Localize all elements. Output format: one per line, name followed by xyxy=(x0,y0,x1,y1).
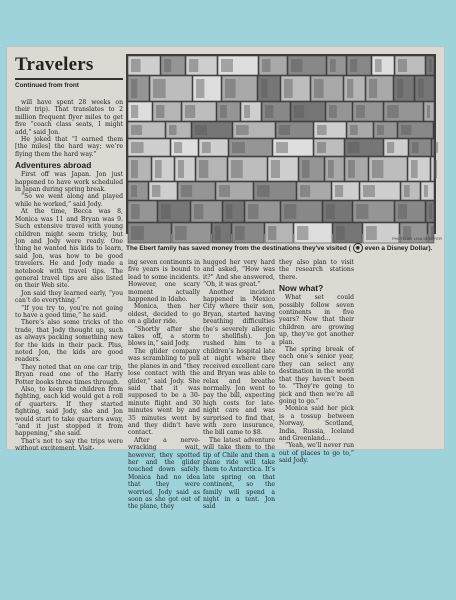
banknote xyxy=(431,157,434,181)
banknote-portrait xyxy=(350,59,357,72)
banknote-portrait xyxy=(330,59,336,72)
banknote-portrait xyxy=(221,59,233,72)
banknote-portrait xyxy=(429,59,432,72)
banknote-portrait xyxy=(427,105,430,118)
home-icon xyxy=(353,243,363,253)
paragraph: After a nerve-wracking wait, however, they spotted her and the glider touched down safely. Monica had no idea that they were worried, Jody said as soon as she got out of the plane, they xyxy=(128,436,200,511)
newspaper-clipping xyxy=(7,47,444,511)
article-column-4 xyxy=(279,259,354,465)
continued-label: Continued from front xyxy=(15,82,79,89)
banknote xyxy=(415,76,434,101)
banknote-portrait xyxy=(387,142,394,153)
banknote-portrait xyxy=(226,204,232,219)
banknote-portrait xyxy=(261,79,268,98)
banknote-portrait xyxy=(435,142,438,153)
banknote-portrait xyxy=(335,185,343,197)
banknote-portrait xyxy=(153,79,166,98)
banknote-portrait xyxy=(411,160,418,178)
banknote-portrait xyxy=(329,105,337,118)
banknote-portrait xyxy=(194,204,203,219)
banknote-portrait xyxy=(397,79,403,98)
banknote-portrait xyxy=(202,142,211,153)
paragraph: The glider company was scrambling to pull the planes in and “they lose contact with the glider,” said Jody. She said that it was supposed to be a 30-minute flight and 30 minutes went by and 35 minutes went by and they didn’t have contact. xyxy=(128,347,200,437)
caption-text-2: even a Disney Dollar). xyxy=(364,244,433,252)
banknote-portrait xyxy=(363,185,375,197)
article-column-1 xyxy=(15,99,123,453)
banknote-portrait xyxy=(174,142,182,153)
banknote-portrait xyxy=(336,226,345,240)
photo-caption xyxy=(126,243,436,253)
section-masthead xyxy=(15,53,123,89)
banknote-portrait xyxy=(412,142,419,153)
banknote-portrait xyxy=(404,185,410,197)
banknote-portrait xyxy=(131,79,137,98)
banknote-portrait xyxy=(268,226,276,240)
banknote xyxy=(432,139,434,156)
banknote-portrait xyxy=(257,185,270,197)
photo-credit: PHOTO BY LISA SHEFFER xyxy=(392,236,442,241)
banknote-portrait xyxy=(131,142,144,153)
banknote-portrait xyxy=(302,160,310,178)
banknote-portrait xyxy=(244,105,250,118)
banknote-portrait xyxy=(248,204,259,219)
subheading-now-what: Now what? xyxy=(279,283,324,294)
banknote-portrait xyxy=(348,160,355,178)
banknote-portrait xyxy=(314,79,324,98)
banknote-portrait xyxy=(434,160,437,178)
banknote-portrait xyxy=(236,125,249,135)
paragraph: “Shortly after she takes off, a storm blows in,” said Jody. xyxy=(128,325,200,348)
banknote-portrait xyxy=(398,204,407,219)
banknote-portrait xyxy=(131,105,138,118)
banknote xyxy=(325,157,344,181)
banknote-portrait xyxy=(156,105,164,118)
paragraph: He joked that “I earned them [the miles] the hard way; we’re flying them the hard way.” xyxy=(15,136,123,158)
banknote-portrait xyxy=(131,125,142,135)
banknote-portrait xyxy=(195,125,207,135)
banknote-portrait xyxy=(356,105,365,118)
banknote-portrait xyxy=(232,142,245,153)
banknote-portrait xyxy=(178,160,184,178)
paragraph: Another incident happened in Mexico City where their son, Bryan, started having breathing difficulties (he’s severely allergic to shellfish). Jon rushed him to a children’s hospital late at night where they received excellent care and Bryan was able to relax and breathe normally. Jon went to pay the bill, expecting high costs for late-night care and was surprised to find that, with zero insurance, the bill came to $8. xyxy=(203,288,275,437)
paragraph: “If you try to, you’re not going to have a good time,” he said. xyxy=(15,304,123,319)
paragraph: Jon said they learned early, “you can’t do everything.” xyxy=(15,289,123,305)
banknote-portrait xyxy=(265,105,273,118)
banknote-portrait xyxy=(225,79,236,98)
banknote-portrait xyxy=(215,226,221,240)
banknote-portrait xyxy=(291,59,302,72)
banknote-portrait xyxy=(398,59,407,72)
banknote-portrait xyxy=(276,142,288,153)
paragraph: There’s also some tricks of the trade, that Jody thought up, such as always packing something new for the kids in their pack. Plus, noted Jon, the kids are good readers. xyxy=(15,319,123,364)
banknote-portrait xyxy=(328,160,334,178)
banknote-portrait xyxy=(189,59,198,72)
banknote-portrait xyxy=(429,204,432,219)
paragraph: Monica said her pick is a tossup between Norway, Scotland, India, Russia, Iceland and Greenland... xyxy=(279,405,354,442)
banknote-portrait xyxy=(262,59,270,72)
paragraph: They noted that on one car trip, Bryan read one of the Harry Potter books three times through. xyxy=(15,363,123,386)
banknote-portrait xyxy=(131,185,137,197)
masthead-rule xyxy=(15,78,123,80)
banknote-portrait xyxy=(317,125,327,135)
banknotes-image xyxy=(126,54,436,234)
section-title: Travelers xyxy=(15,54,94,75)
banknote-portrait xyxy=(424,185,428,197)
banknote-portrait xyxy=(169,125,177,135)
banknote-portrait xyxy=(175,226,187,240)
banknote-portrait xyxy=(356,204,368,219)
banknote xyxy=(327,56,346,75)
article-column-3 xyxy=(203,259,275,511)
banknote-portrait xyxy=(185,105,195,118)
banknote-portrait xyxy=(131,59,141,72)
paragraph: Also, to keep the children from fighting, each kid would get a roll of quarters. If they started fighting, said Jody, she and Jon would start to take quarters away, “and it just stopped it from happening,” she said. xyxy=(15,386,123,438)
banknote-portrait xyxy=(161,204,171,219)
banknote-portrait xyxy=(317,142,326,153)
banknote-portrait xyxy=(348,142,359,153)
paragraph: At the time, Becca was 8, Monica was 11 and Bryan was 9. Such extensive travel with young children might seem tricky, but Jon and Jody were ready. One thing he wanted his kids to learn, said Jon, was how to be good travelers. He and Jody made a notebook with travel tips. The general travel tips are also listed on their Web site. xyxy=(15,208,123,290)
paragraph: hugged her very hard and asked, “How was it?” And she answered, “Oh, it was great.” xyxy=(203,259,275,289)
banknote-portrait xyxy=(231,160,243,178)
banknote-portrait xyxy=(271,160,280,178)
paragraph: What set could possibly follow seven continents in five years? Now that their children are growing up, they’ve got another plan. xyxy=(279,294,354,346)
banknote-portrait xyxy=(284,204,296,219)
banknote-portrait xyxy=(366,226,377,240)
subheading-adventures: Adventures abroad xyxy=(15,160,92,171)
banknote-portrait xyxy=(164,59,171,72)
banknote-portrait xyxy=(294,105,304,118)
paragraph: will have spent 28 weeks on their trip). That translates to 2 million frequent flyer miles to get five “coach class seats, I might add,” said Jon. xyxy=(15,99,123,136)
banknote-portrait xyxy=(418,79,424,98)
banknote-portrait xyxy=(377,125,384,135)
paragraph: “So we went along and played while he worked,” said Jody. xyxy=(15,193,123,208)
banknote-portrait xyxy=(235,226,245,240)
money-collection-photo xyxy=(126,54,436,234)
paragraph: they also plan to visit the research stations there. xyxy=(279,259,354,281)
paragraph: That’s not to say the trips were without excitement. Visit- xyxy=(15,437,123,453)
banknote-portrait xyxy=(347,79,353,98)
banknote-portrait xyxy=(196,79,204,98)
banknote-portrait xyxy=(220,105,227,118)
banknote xyxy=(401,182,420,200)
banknote-portrait xyxy=(387,105,399,118)
banknote-portrait xyxy=(181,185,192,197)
banknote-portrait xyxy=(300,185,310,197)
banknote-portrait xyxy=(326,204,335,219)
banknote-portrait xyxy=(369,79,377,98)
paragraph: First off was Japan. Jon just happened to have work scheduled in Japan during spring break. xyxy=(15,171,123,194)
banknote-portrait xyxy=(152,185,160,197)
banknote xyxy=(212,223,231,243)
banknote-portrait xyxy=(131,226,144,240)
banknote-portrait xyxy=(297,226,308,240)
banknote-portrait xyxy=(401,125,412,135)
banknote-portrait xyxy=(131,160,138,178)
banknote-portrait xyxy=(131,204,140,219)
banknote-portrait xyxy=(199,160,208,178)
banknote-portrait xyxy=(284,79,293,98)
paragraph: The latest adventure will take them to the tip of Chile and then a plane ride will take them to Antarctica. It’s late spring on that continent, so the family will spend a night in a tent. Jon said xyxy=(203,436,275,511)
banknote-portrait xyxy=(375,59,382,72)
banknote-portrait xyxy=(350,125,358,135)
banknote-portrait xyxy=(279,125,290,135)
banknote-portrait xyxy=(219,185,230,197)
banknote-portrait xyxy=(155,160,162,178)
paragraph: Monica, then her oldest, decided to go on a glider ride. xyxy=(128,303,200,326)
paragraph: ing seven continents in five years is bound to lead to some incidents. However, one scary moment actually happened in Idaho. xyxy=(128,259,200,304)
article-column-2 xyxy=(128,259,200,511)
banknote-portrait xyxy=(372,160,383,178)
caption-text-1: The Ebert family has saved money from the destinations they've visited ( xyxy=(126,244,351,252)
paragraph: The spring break of each one’s senior year, they can select any destination in the world that they haven’t been to. “They’re going to pick and then we’re all going to go.” xyxy=(279,346,354,405)
paragraph: “Yeah, we’ll never run out of places to go to,” said Jody. xyxy=(279,442,354,465)
